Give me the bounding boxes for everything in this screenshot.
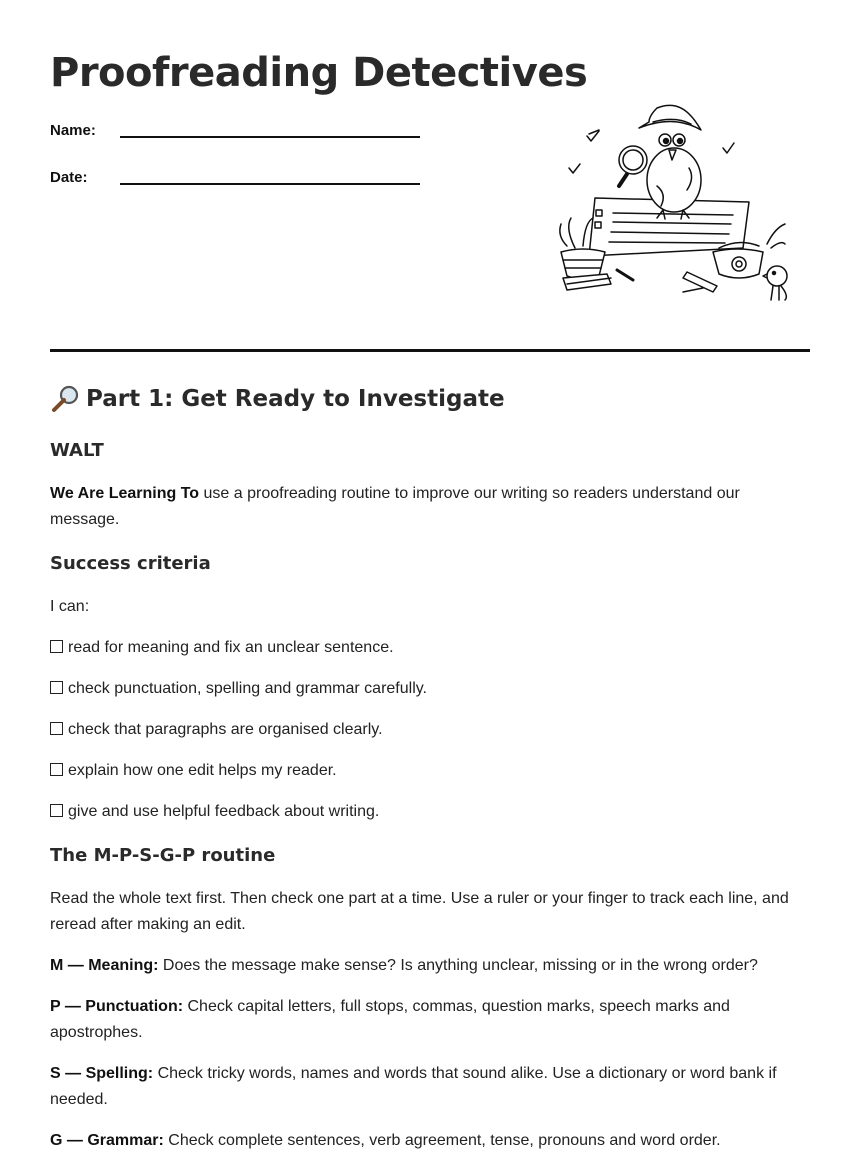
step-label: S — Spelling:	[50, 1065, 154, 1082]
section-divider	[50, 349, 810, 352]
checkbox[interactable]	[50, 681, 63, 694]
walt-text	[50, 481, 810, 533]
step-text: Check capital letters, full stops, commas, question marks, speech marks and apostrophes.	[50, 998, 730, 1041]
routine-step-grammar	[50, 1128, 810, 1154]
criteria-item[interactable]	[50, 799, 810, 825]
name-field[interactable]	[50, 122, 96, 139]
routine-step-punctuation	[50, 994, 810, 1046]
step-text: Does the message make sense? Is anything unclear, missing or in the wrong order?	[158, 957, 758, 974]
criteria-text: check that paragraphs are organised clearly.	[68, 721, 383, 738]
walt-lead: We Are Learning To	[50, 485, 200, 502]
criteria-item[interactable]	[50, 717, 810, 743]
page-title: Proofreading Detectives	[50, 50, 588, 96]
checkbox[interactable]	[50, 804, 63, 817]
part1-heading	[50, 384, 810, 414]
main-content	[50, 384, 810, 1169]
routine-heading: The M-P-S-G-P routine	[50, 845, 276, 866]
checkbox[interactable]	[50, 640, 63, 653]
magnifying-glass-icon	[50, 384, 80, 414]
date-line	[120, 183, 420, 185]
name-line	[120, 136, 420, 138]
walt-body: use a proofreading routine to improve our writing so readers understand our message.	[50, 485, 740, 528]
routine-intro: Read the whole text first. Then check one part at a time. Use a ruler or your finger to track each line, and reread after making an edit.	[50, 890, 789, 933]
step-label: G — Grammar:	[50, 1132, 164, 1149]
checkbox[interactable]	[50, 722, 63, 735]
part1-heading-text: Part 1: Get Ready to Investigate	[86, 386, 505, 412]
step-text: Check complete sentences, verb agreement, tense, pronouns and word order.	[163, 1132, 721, 1149]
criteria-text: read for meaning and fix an unclear sentence.	[68, 639, 394, 656]
walt-heading: WALT	[50, 440, 104, 461]
date-field[interactable]	[50, 169, 88, 186]
criteria-text: check punctuation, spelling and grammar carefully.	[68, 680, 427, 697]
criteria-text: explain how one edit helps my reader.	[68, 762, 337, 779]
routine-step-meaning	[50, 953, 810, 979]
criteria-text: give and use helpful feedback about writing.	[68, 803, 380, 820]
criteria-item[interactable]	[50, 758, 810, 784]
criteria-item[interactable]	[50, 635, 810, 661]
success-intro: I can:	[50, 598, 90, 615]
detective-bird-illustration	[553, 98, 793, 310]
criteria-item[interactable]	[50, 676, 810, 702]
success-criteria-heading: Success criteria	[50, 553, 211, 574]
date-label: Date:	[50, 169, 88, 186]
name-label: Name:	[50, 122, 96, 139]
step-text: Check tricky words, names and words that sound alike. Use a dictionary or word bank if needed.	[50, 1065, 777, 1108]
step-label: M — Meaning:	[50, 957, 159, 974]
checkbox[interactable]	[50, 763, 63, 776]
routine-step-spelling	[50, 1061, 810, 1113]
step-label: P — Punctuation:	[50, 998, 184, 1015]
